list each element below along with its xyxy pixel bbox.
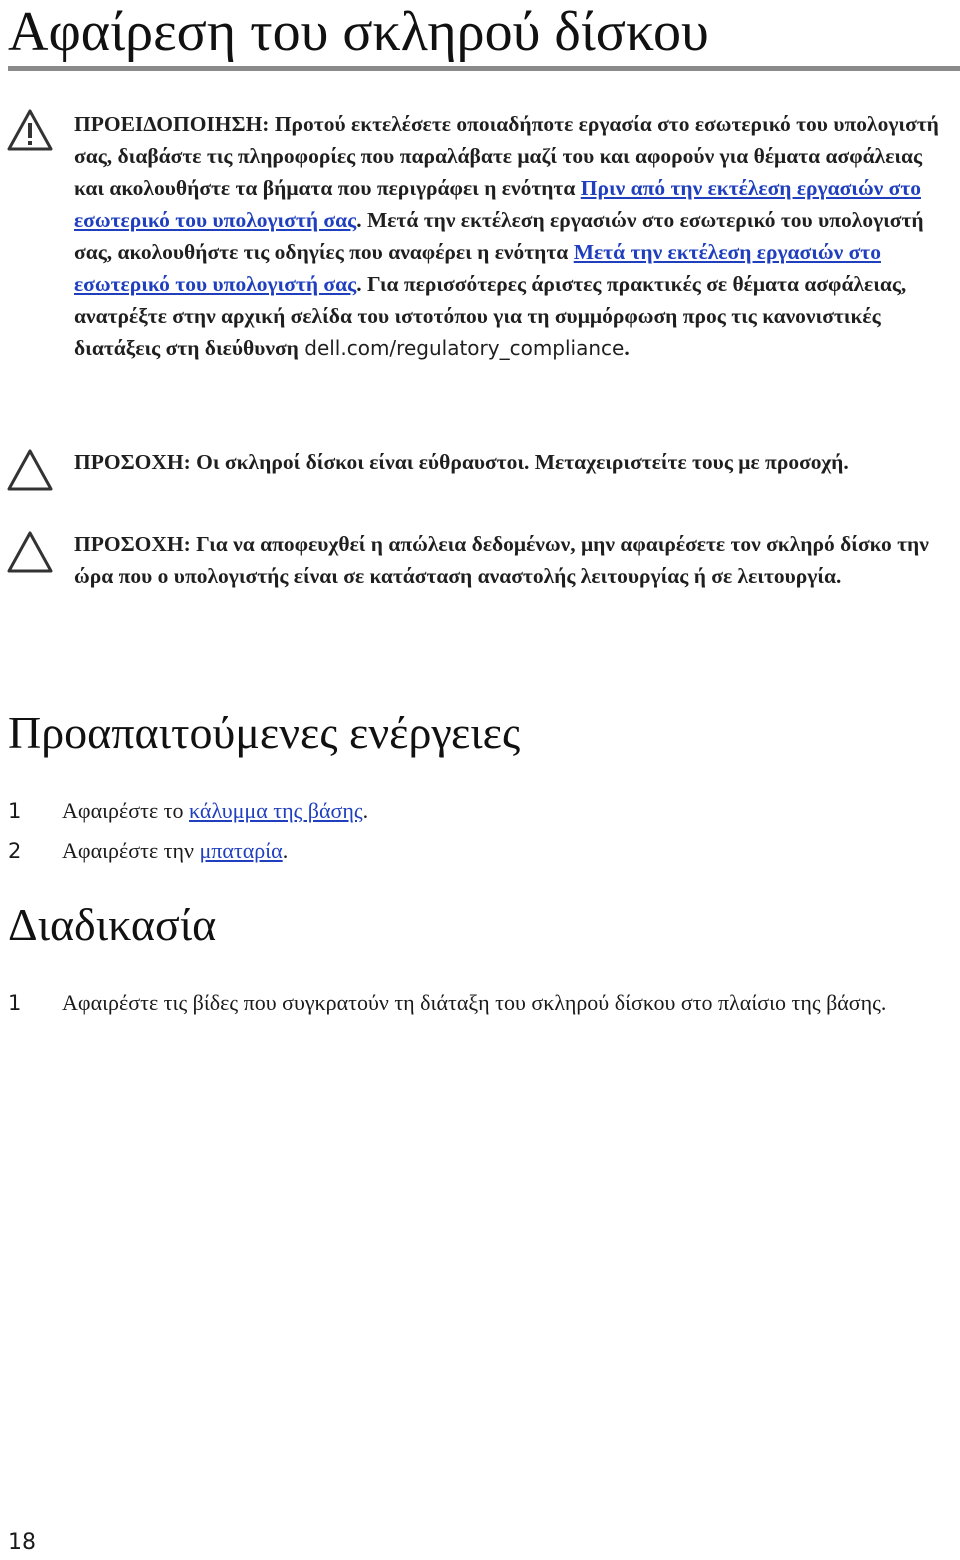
caution-label: ΠΡΟΣΟΧΗ: xyxy=(74,450,191,474)
warning-text: Προτού εκτελέσετε οποιαδήποτε εργασία στο εσωτερικό του υπολογιστή σας, διαβάστε τις πληροφορίες που παραλάβατε μαζί του και αφορούν για θέματα ασφάλειας και ακολουθήστε τα βήματα που περιγράφει η ενότητα xyxy=(74,112,939,200)
page-title: Αφαίρεση του σκληρού δίσκου xyxy=(8,1,709,63)
warning-icon xyxy=(6,108,54,152)
warning-notice xyxy=(74,108,954,364)
step-text: Αφαιρέστε τις βίδες που συγκρατούν τη διάταξη του σκληρού δίσκου στο πλαίσιο της βάσης. xyxy=(62,990,887,1015)
caution-notice xyxy=(74,446,954,478)
warning-text: . Μετά την εκτέλεση εργασιών στο εσωτερικό του υπολογιστή σας, ακολουθήστε τις οδηγίες που αναφέρει η ενότητα xyxy=(74,208,924,264)
regulatory-url: dell.com/regulatory_compliance xyxy=(304,336,625,360)
warning-text: . xyxy=(624,336,630,360)
link-battery[interactable]: μπαταρία xyxy=(199,838,283,863)
warning-text: . Για περισσότερες άριστες πρακτικές σε θέματα ασφάλειας, ανατρέξτε στην αρχική σελίδα του ιστοτόπου για τη συμμόρφωση προς τις κανονιστικές διατάξεις στη διεύθυνση xyxy=(74,272,907,360)
caution-label: ΠΡΟΣΟΧΗ: xyxy=(74,532,191,556)
caution-notice xyxy=(74,528,954,592)
caution-text: Για να αποφευχθεί η απώλεια δεδομένων, μην αφαιρέσετε τον σκληρό δίσκο την ώρα που ο υπολογιστής είναι σε κατάσταση αναστολής λειτουργίας ή σε λειτουργία. xyxy=(74,532,929,588)
caution-text: Οι σκληροί δίσκοι είναι εύθραυστοι. Μεταχειριστείτε τους με προσοχή. xyxy=(190,450,849,474)
caution-icon xyxy=(6,530,54,574)
link-before-working[interactable]: Πριν από την εκτέλεση εργασιών στο εσωτερικό του υπολογιστή σας xyxy=(74,176,922,232)
caution-icon xyxy=(6,448,54,492)
title-divider xyxy=(8,66,960,71)
prerequisites-heading: Προαπαιτούμενες ενέργειες xyxy=(8,707,521,758)
step-number: 1 xyxy=(8,799,22,823)
link-base-cover[interactable]: κάλυμμα της βάσης xyxy=(189,798,363,823)
link-after-working[interactable]: Μετά την εκτέλεση εργασιών στο εσωτερικό του υπολογιστή σας xyxy=(74,240,881,296)
warning-label: ΠΡΟΕΙΔΟΠΟΙΗΣΗ: xyxy=(74,112,270,136)
procedure-heading: Διαδικασία xyxy=(8,899,217,950)
step-text: Αφαιρέστε την μπαταρία. xyxy=(62,838,289,863)
step-number: 1 xyxy=(8,991,22,1015)
step-number: 2 xyxy=(8,839,22,863)
step-text: Αφαιρέστε το κάλυμμα της βάσης. xyxy=(62,798,369,823)
page-number: 18 xyxy=(8,1530,36,1555)
